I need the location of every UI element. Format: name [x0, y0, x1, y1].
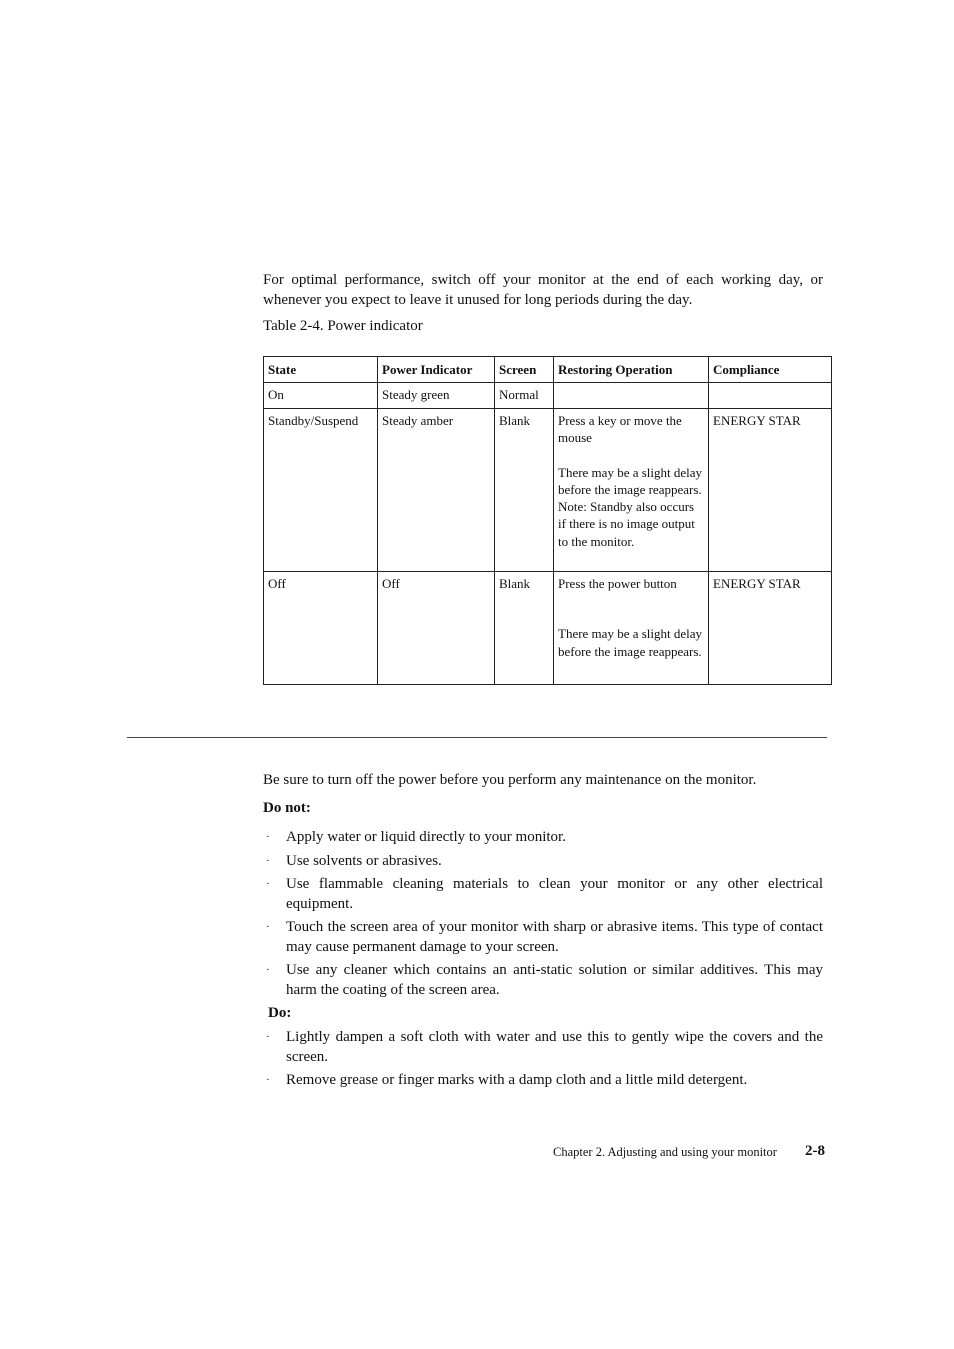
do-list: [263, 1028, 823, 1095]
list-item: [263, 918, 823, 957]
cell-indicator: Steady green: [378, 383, 495, 409]
do-heading: Do:: [268, 1005, 292, 1021]
bullet: ·: [266, 964, 270, 976]
header-state: State: [264, 357, 378, 383]
bullet: ·: [266, 921, 270, 933]
table-header-row: [264, 357, 832, 383]
cell-indicator: Steady amber: [378, 409, 495, 572]
restore-standby-note: Note: Standby also occurs if there is no image output to the monitor.: [558, 499, 695, 549]
list-item: [263, 961, 823, 1000]
list-item-text: Touch the screen area of your monitor with sharp or abrasive items. This type of contact may cause permanent damage to your screen.: [286, 919, 823, 955]
bullet: ·: [266, 1031, 270, 1043]
section-divider: [127, 737, 827, 738]
cell-restore: [554, 383, 709, 409]
table-row: [264, 572, 832, 685]
cell-screen: Blank: [495, 572, 554, 685]
list-item-text: Use any cleaner which contains an anti-static solution or similar additives. This may harm the coating of the screen area.: [286, 962, 823, 998]
list-item-text: Apply water or liquid directly to your monitor.: [286, 829, 566, 845]
bullet: ·: [266, 1074, 270, 1086]
list-item: [263, 1071, 823, 1091]
list-item: [263, 875, 823, 914]
restore-delay-note: There may be a slight delay before the image reappears.: [558, 626, 703, 659]
cell-state: Off: [264, 572, 378, 685]
cell-state: Standby/Suspend: [264, 409, 378, 572]
intro-paragraph: For optimal performance, switch off your monitor at the end of each working day, or whenever you expect to leave it unused for long periods during the day.: [263, 272, 823, 308]
list-item-text: Lightly dampen a soft cloth with water and use this to gently wipe the covers and the screen.: [286, 1029, 823, 1065]
list-item-text: Remove grease or finger marks with a damp cloth and a little mild detergent.: [286, 1072, 748, 1088]
bullet: ·: [266, 878, 270, 890]
do-not-heading: Do not:: [263, 800, 311, 816]
table-row: [264, 409, 832, 572]
list-item: [263, 852, 823, 872]
table-row: [264, 383, 832, 409]
cell-compliance: ENERGY STAR: [709, 409, 832, 572]
list-item: [263, 1028, 823, 1067]
cell-state: On: [264, 383, 378, 409]
cell-indicator: Off: [378, 572, 495, 685]
cell-restore: [554, 572, 709, 685]
bullet: ·: [266, 831, 270, 843]
page-number: 2-8: [805, 1143, 825, 1159]
restore-instruction: Press the power button: [558, 576, 677, 591]
list-item: [263, 828, 823, 848]
power-indicator-table: [263, 356, 832, 685]
header-compliance: Compliance: [709, 357, 832, 383]
do-not-list: [263, 828, 823, 1004]
list-item-text: Use flammable cleaning materials to clean your monitor or any other electrical equipment.: [286, 876, 823, 912]
restore-instruction: Press a key or move the mouse: [558, 413, 682, 446]
cell-screen: Blank: [495, 409, 554, 572]
cell-compliance: ENERGY STAR: [709, 572, 832, 685]
cell-screen: Normal: [495, 383, 554, 409]
cell-compliance: [709, 383, 832, 409]
cell-restore: [554, 409, 709, 572]
maintenance-intro: Be sure to turn off the power before you perform any maintenance on the monitor.: [263, 772, 757, 788]
table-caption: Table 2-4. Power indicator: [263, 318, 423, 334]
header-screen: Screen: [495, 357, 554, 383]
restore-delay-note: There may be a slight delay before the image reappears.: [558, 464, 703, 497]
header-restoring-operation: Restoring Operation: [554, 357, 709, 383]
bullet: ·: [266, 854, 270, 867]
list-item-text: Use solvents or abrasives.: [286, 852, 442, 869]
footer-chapter: Chapter 2. Adjusting and using your monitor: [553, 1145, 777, 1159]
header-power-indicator: Power Indicator: [378, 357, 495, 383]
